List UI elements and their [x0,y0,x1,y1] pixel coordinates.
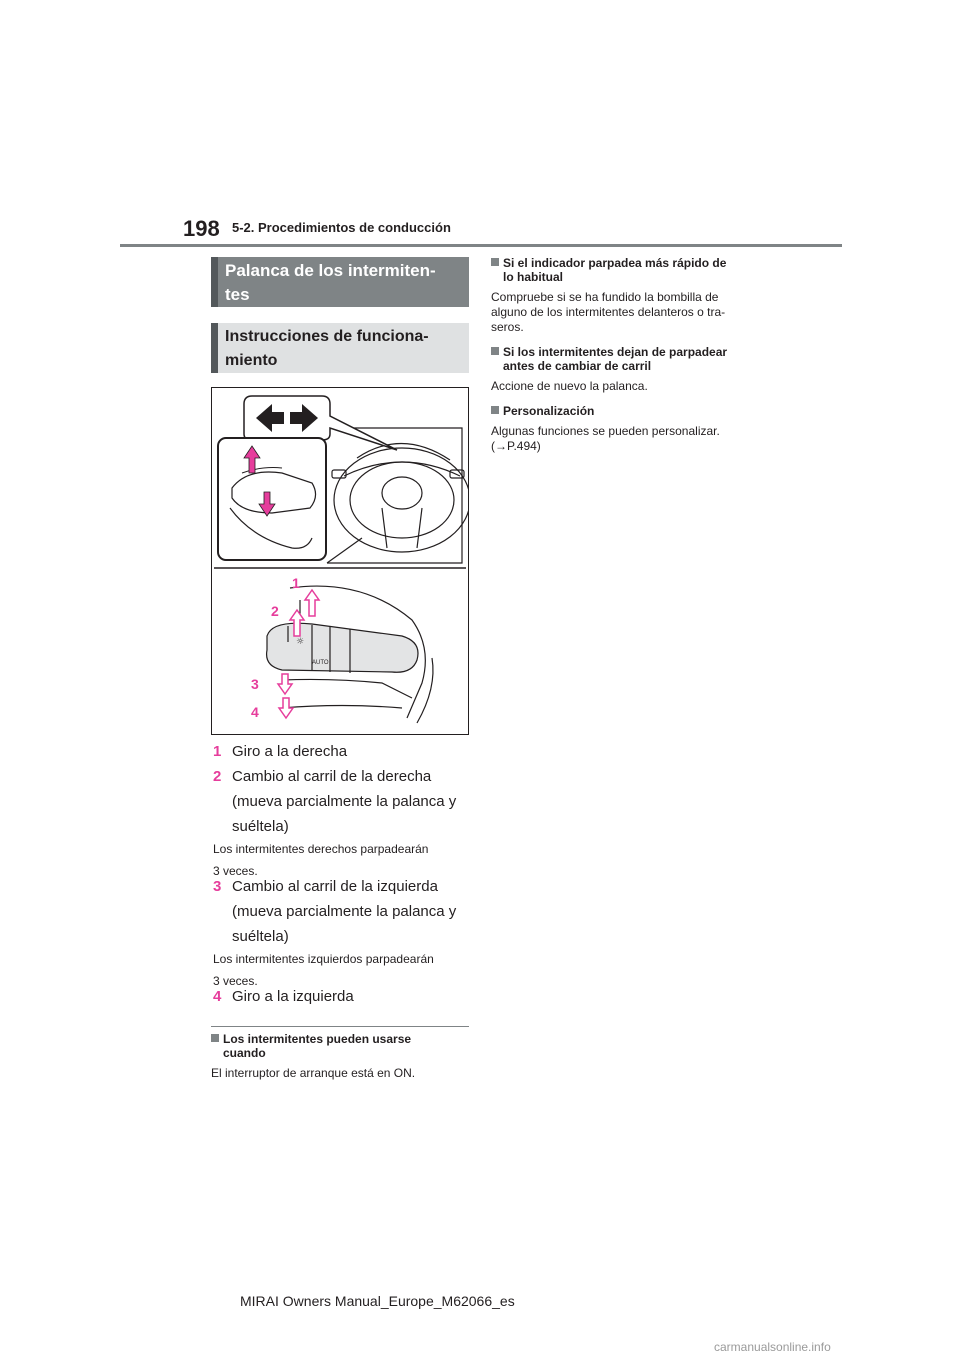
step-text: suéltela) [232,818,289,835]
square-bullet-icon [211,1034,219,1042]
lever-hand-inset [218,438,326,560]
page-number: 198 [183,216,220,241]
footer-manual-title: MIRAI Owners Manual_Europe_M62066_es [240,1293,515,1309]
info-body: Algunas funciones se pueden personalizar. (→P.494) [491,424,761,454]
info-heading: Personalización [491,404,761,418]
auto-label: AUTO [312,660,329,666]
step-text: suéltela) [232,928,289,945]
step-number: 2 [213,768,222,785]
section-subtitle-line-2: miento [225,352,278,369]
callout-1: 1 [292,575,300,591]
callout-4: 4 [251,704,259,720]
arrow-up-1-icon [305,590,319,616]
turn-signal-lever-illustration [211,387,469,735]
step-text: Cambio al carril de la derecha [232,768,432,785]
headlight-icon: ☼ [296,637,305,647]
step-number: 3 [213,878,222,895]
arrow-down-3-icon [278,674,292,694]
step-number: 4 [213,988,222,1005]
info-body: El interruptor de arranque está en ON. [211,1066,416,1080]
step-text: Cambio al carril de la izquierda [232,878,438,895]
step-text: Giro a la derecha [232,743,348,760]
info-body: Compruebe si se ha fundido la bombilla de alguno de los intermitentes delanteros o tra- seros. [491,290,726,334]
step-2 [213,766,471,788]
header-rule [120,244,842,247]
section-subtitle-line-1: Instrucciones de funciona- [225,328,429,345]
note-left-blink: Los intermitentes izquierdos parpadearán 3 veces. [213,952,434,988]
step-3 [213,876,471,898]
section-divider [211,1026,469,1027]
step-text: Giro a la izquierda [232,988,354,1005]
info-when-usable [211,1032,469,1081]
section-title-line-1: Palanca de los intermiten- [225,261,436,280]
note-right-blink: Los intermitentes derechos parpadearán 3 veces. [213,842,429,878]
info-body: Accione de nuevo la palanca. [491,379,648,393]
callout-3: 3 [251,676,259,692]
section-reference: 5-2. Procedimientos de conducción [232,220,451,235]
step-number: 1 [213,743,222,760]
square-bullet-icon [491,406,499,414]
square-bullet-icon [491,258,499,266]
right-column [491,256,761,454]
info-heading: Los intermitentes pueden usarse cuando [211,1032,469,1060]
section-subtitle [211,323,469,373]
dashboard-scene [327,428,468,563]
square-bullet-icon [491,347,499,355]
section-title [211,257,469,307]
arrow-down-4-icon [279,698,293,718]
callout-2: 2 [271,603,279,619]
step-4 [213,986,471,1008]
step-1 [213,741,471,763]
lever-closeup [267,586,433,723]
info-heading: Si los intermitentes dejan de parpadear antes de cambiar de carril [491,345,761,373]
step-text: (mueva parcialmente la palanca y [232,903,457,920]
section-title-line-2: tes [225,285,250,304]
step-text: (mueva parcialmente la palanca y [232,793,457,810]
info-fast-blink [491,256,761,335]
info-customization [491,404,761,454]
watermark: carmanualsonline.info [714,1340,831,1354]
info-heading: Si el indicador parpadea más rápido de lo habitual [491,256,761,284]
info-stop-blinking [491,345,761,394]
page-reference-link[interactable]: (→P.494) [491,439,541,453]
